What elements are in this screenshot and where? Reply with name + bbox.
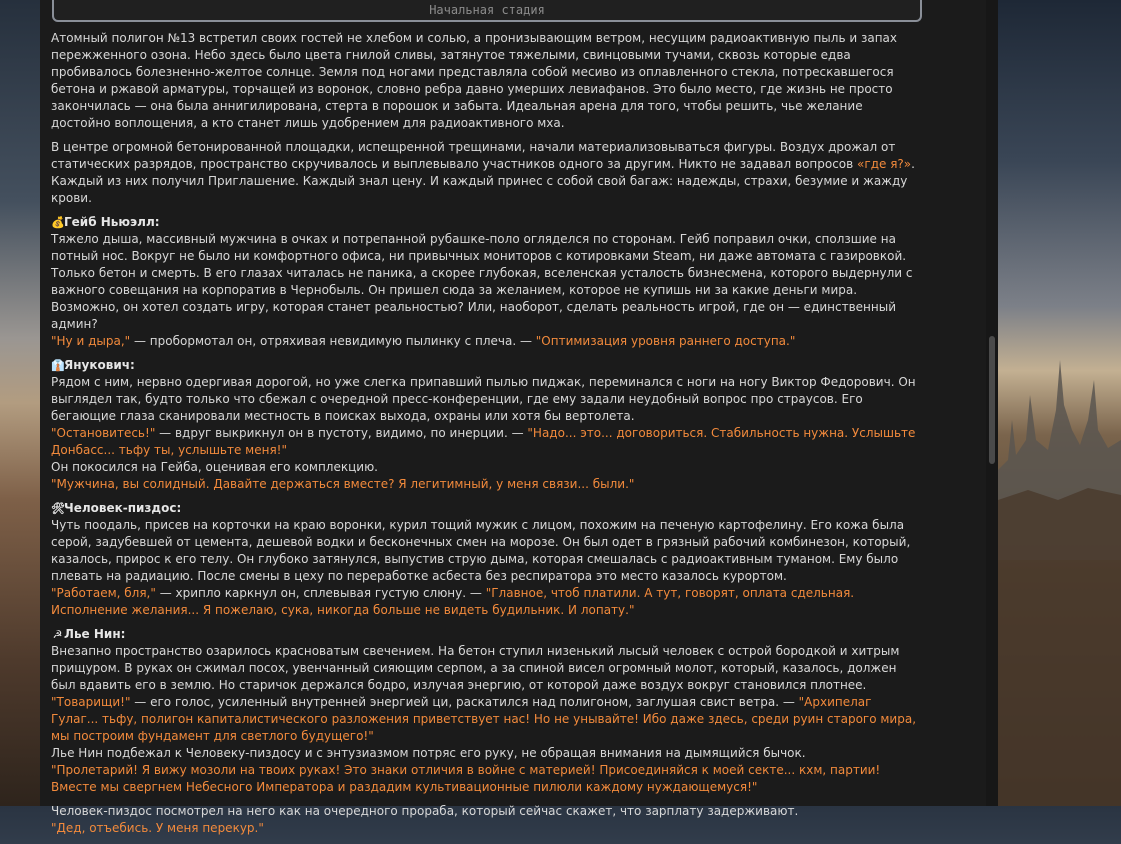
character-yanukovich	[51, 357, 921, 493]
tools-icon: 🛠	[51, 502, 65, 515]
dialogue-line: "Дед, отъебись. У меня перекур."	[51, 821, 264, 835]
character-gabe	[51, 214, 921, 350]
character-heading: ☭ Лье Нин:	[52, 627, 126, 641]
hammer-sickle-icon: ☭	[52, 628, 63, 641]
ending-block	[51, 803, 921, 837]
scrollbar[interactable]	[986, 0, 998, 806]
dialogue-line: "Товарищи!" — его голос, усиленный внутренней энергией ци, раскатился над полигоном, заглушая свист ветра. — "Архипелаг Гулаг... тьфу, полигон капиталистического разложения приветствует нас! Но не унывайте! Ибо даже здесь, среди руин старого мира, мы построим фундамент для светлого будущего!"	[51, 695, 917, 743]
dialogue-line: "Остановитесь!" — вдруг выкрикнул он в пустоту, видимо, по инерции. — "Надо... это... договориться. Стабильность нужна. Услышьте Донбасс... тьфу ты, услышьте меня!"	[51, 426, 916, 457]
money-bag-icon: 💰	[51, 216, 65, 229]
character-worker	[51, 500, 921, 619]
dialogue-line: "Ну и дыра," — пробормотал он, отряхивая невидимую пылинку с плеча. — "Оптимизация уровня раннего доступа."	[51, 334, 796, 348]
narration-line: Он покосился на Гейба, оценивая его комплекцию.	[51, 460, 378, 474]
dialogue-line: "Мужчина, вы солидный. Давайте держаться вместе? Я легитимный, у меня связи... были."	[51, 477, 635, 491]
character-description: Чуть поодаль, присев на корточки на краю воронки, курил тощий мужик с лицом, похожим на печеную картофелину. Его кожа была серой, задубевшей от цемента, дешевой водки и бесконечных смен на морозе. Он был одет в грязный рабочий комбинезон, который, казалось, прирос к его телу. Он глубоко затянулся, выпустив струю дыма, которая смешалась с радиоактивным туманом. Ему было плевать на радиацию. После смены в цеху по переработке асбеста без респиратора это место казалось курортом.	[51, 518, 911, 583]
intro-paragraph: Атомный полигон №13 встретил своих гостей не хлебом и солью, а пронизывающим ветром, несущим радиоактивную пыль и запах пережженного озона. Небо здесь было цвета гнилой сливы, затянутое тяжелыми, свинцовыми тучами, сквозь которые едва пробивалось болезненно-желтое солнце. Земля под ногами представляла собой месиво из оплавленного стекла, потрескавшегося бетона и ржавой арматуры, торчащей из воронок, словно ребра давно умерших левиафанов. Это было место, где жизнь не просто закончилась — она была аннигилирована, стерта в порошок и забыта. Идеальная арена для того, чтобы решить, чье желание достойно воплощения, а кто станет лишь удобрением для радиоактивного мха.	[51, 31, 897, 130]
arrival-paragraph: В центре огромной бетонированной площадки, испещренной трещинами, начали материализовываться фигуры. Воздух дрожал от статических разрядов, пространство скручивалось и выплевывало участников одного за другим. Никто не задавал вопросов «где я?». Каждый из них получил Приглашение. Каждый знал цену. И каждый принес с собой свой багаж: надежды, страхи, безумие и жажду крови.	[51, 140, 915, 205]
suit-icon: 👔	[51, 359, 65, 372]
dialogue-line: "Пролетарий! Я вижу мозоли на твоих руках! Это знаки отличия в войне с материей! Присоединяйся к моей секте... кхм, партии! Вместе мы свергнем Небесного Императора и раздадим культивационные пилюли каждому нуждающемуся!"	[51, 763, 881, 794]
narration-line: Человек-пиздос посмотрел на него как на очередного прораба, который сейчас скажет, что зарплату задерживают.	[51, 804, 799, 818]
dialogue-line: "Работаем, бля," — хрипло каркнул он, сплевывая густую слюну. — "Главное, чтоб платили. А тут, говорят, оплата сдельная. Исполнение желания... Я пожелаю, сука, никогда больше не видеть будильник. И лопату."	[51, 586, 855, 617]
background-left	[0, 0, 40, 806]
quote: «где я?»	[857, 157, 912, 171]
character-heading: 🛠Человек-пиздос:	[51, 501, 182, 515]
scrollbar-thumb[interactable]	[989, 336, 995, 464]
character-description: Внезапно пространство озарилось красноватым свечением. На бетон ступил низенький лысый человек с острой бородкой и хитрым прищуром. В руках он сжимал посох, увенчанный сияющим серпом, а за спиной висел огромный молот, который, казалось, должен был вдавить его в землю. Но старичок держался бодро, излучая энергию, от которой даже воздух вокруг становился плотнее.	[51, 644, 900, 692]
background-right	[998, 0, 1121, 806]
character-heading: 👔Янукович:	[51, 358, 135, 372]
narration-line: Лье Нин подбежал к Человеку-пиздосу и с энтузиазмом потряс его руку, не обращая внимания на дымящийся бычок.	[51, 746, 806, 760]
story-text	[51, 30, 921, 844]
character-description: Рядом с ним, нервно одергивая дорогой, но уже слегка припавший пылью пиджак, переминался с ноги на ногу Виктор Федорович. Он выглядел так, будто только что сбежал с очередной пресс-конференции, где ему задали неудобный вопрос про страусов. Его бегающие глаза сканировали местность в поисках выхода, охраны или хотя бы вертолета.	[51, 375, 916, 423]
character-heading: 💰Гейб Ньюэлл:	[51, 215, 160, 229]
character-description: Тяжело дыша, массивный мужчина в очках и потрепанной рубашке-поло огляделся по сторонам. Гейб поправил очки, сползшие на потный нос. Вокруг не было ни комфортного офиса, ни привычных мониторов с котировками Steam, ни даже автомата с газировкой. Только бетон и смерть. В его глазах читалась не паника, а скорее глубокая, вселенская усталость бизнесмена, которого выдернули с важного совещания на корпоратив в Чернобыль. Он пришел сюда за желанием, которое не купишь ни за какие деньги мира. Возможно, он хотел создать игру, которая станет реальностью? Или, наоборот, сделать реальность игрой, где он — единственный админ?	[51, 232, 913, 331]
stage-header: Начальная стадия	[52, 0, 922, 22]
character-lenin	[51, 626, 921, 796]
